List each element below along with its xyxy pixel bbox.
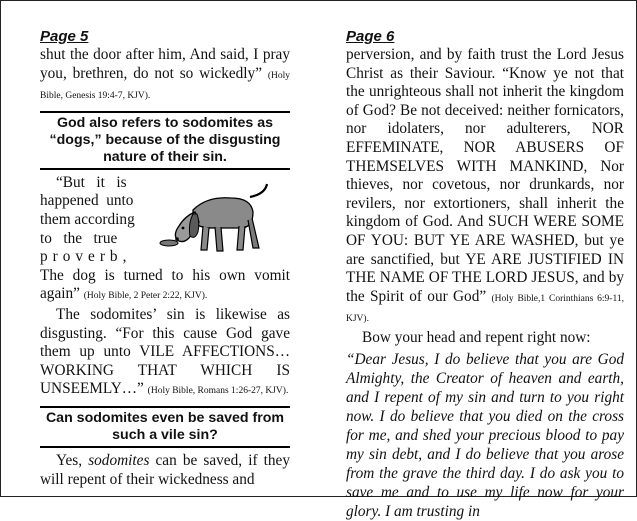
left-paragraph-1-text: shut the door after him, And said, I pray you, brethren, do not so wickedly” — [40, 46, 290, 82]
dog-passage-text — [40, 174, 170, 267]
page-5-label: Page 5 — [40, 28, 89, 45]
right-paragraph-1 — [346, 46, 624, 329]
dog-passage-line: them according — [40, 210, 135, 228]
right-paragraph-1-text: perversion, and by faith trust the Lord Jesus Christ as their Saviour. “Know ye not that the unrighteous shall not inherit the kingdom of God? Be not deceived: neither fornicators, nor idolaters, nor adulterers, NOR EFFEMINATE, NOR ABUSERS OF THEMSELVES WITH MANKIND, Nor thieves, nor covetous, nor drunkards, nor revilers, nor extortioners, shall inherit the kingdom of God. And SUCH WERE SOME OF YOU: BUT YE ARE WASHED, but ye are sanctified, but YE ARE JUSTIFIED IN THE NAME OF THE LORD JESUS, and by the Spirit of our God” — [346, 46, 624, 305]
left-paragraph-2-text: The dog is turned to his own vomit again” — [40, 266, 290, 303]
left-paragraph-2 — [40, 267, 290, 306]
left-paragraph-3 — [40, 306, 290, 401]
page-5-column — [40, 28, 290, 489]
page-6-column — [346, 28, 624, 521]
dog-passage — [40, 174, 290, 267]
right-paragraph-2: Bow your head and repent right now: — [362, 328, 591, 346]
left-paragraph-3-citation: (Holy Bible, Romans 1:26-27, KJV). — [147, 386, 289, 397]
left-paragraph-1 — [40, 46, 290, 106]
left-paragraph-3-text: The sodomites’ sin is likewise as disgusting. “For this cause God gave them up unto VILE AFFECTIONS… WORKING THAT WHICH IS UNSEEMLY…” — [40, 305, 290, 398]
dog-passage-line: “But it is — [56, 173, 127, 191]
right-paragraph-1-citation: (Holy Bible,1 Corinthians 6:9-11, KJV). — [346, 293, 624, 325]
dog-passage-line: to the true — [40, 229, 118, 247]
dog-passage-line: happened unto — [40, 192, 134, 210]
left-paragraph-4-end: can be saved, if they will repent of their wickedness and — [40, 451, 290, 488]
dog-passage-line: proverb, — [40, 248, 132, 266]
section-heading-dogs: God also refers to sodomites as “dogs,” because of the disgusting nature of their sin. — [40, 111, 290, 170]
left-paragraph-2-citation: (Holy Bible, 2 Peter 2:22, KJV). — [83, 291, 208, 302]
prayer-text: “Dear Jesus, I do believe that you are God Almighty, the Creator of heaven and earth, and I repent of my sin and turn to you right now. I do believe that you died on the cross for me, and shed your precious blood to pay my sin debt, and I do believe that you arose from the grave the third day. I do ask you to save me and to use my life now for your glory. I am trusting in — [346, 350, 624, 520]
left-paragraph-4-start: Yes, — [56, 451, 89, 469]
left-paragraph-1-citation: (Holy Bible, Genesis 19:4-7, KJV). — [40, 70, 290, 102]
left-paragraph-4-emphasis: sodomites — [88, 451, 150, 469]
section-heading-saved: Can sodomites even be saved from such a vile sin? — [40, 406, 290, 448]
page-6-label: Page 6 — [346, 28, 395, 45]
dog-illustration-icon — [155, 172, 275, 257]
left-paragraph-4 — [40, 452, 290, 489]
